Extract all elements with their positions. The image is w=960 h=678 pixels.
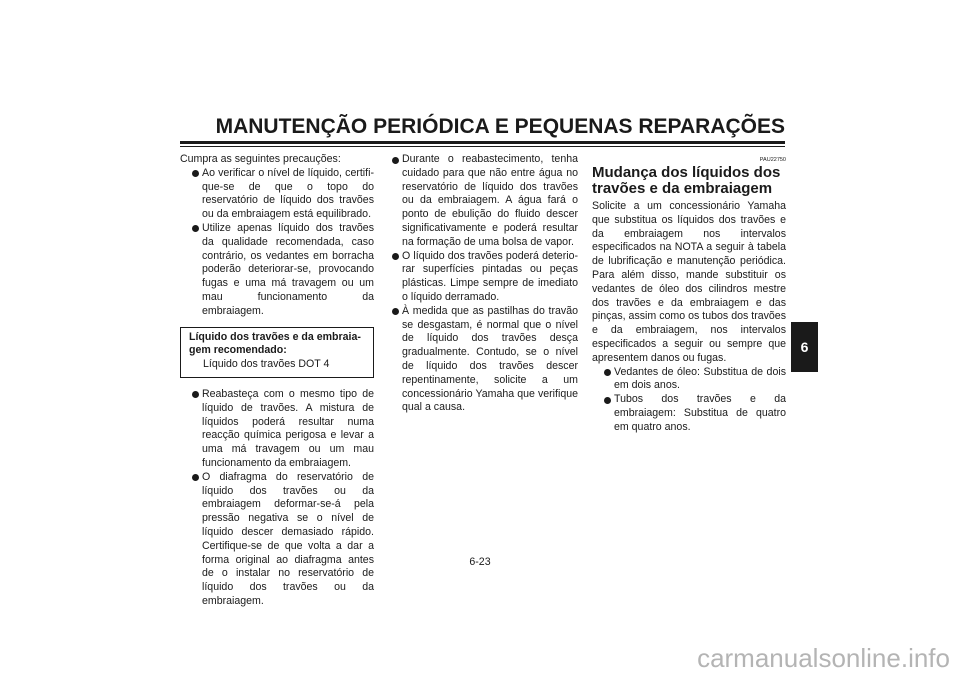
list-item [184,471,374,609]
spec-box-title: Líquido dos travões e da embraiagem recomendado: [189,330,361,357]
list-item [184,388,374,471]
bullet-icon [604,397,611,404]
bullet-icon [392,253,399,260]
list-item [596,366,786,394]
list-item-text: À medida que as pastilhas do travão se desgastam, é normal que o nível de líquido dos travões desça gradualmente. Contudo, se o nível de líquido dos travões descer repentinamente, solicite a um concessionário Yamaha que verifique qual a causa. [402,304,578,414]
page-number: 6-23 [469,556,491,568]
column-middle [384,153,578,415]
list-item-text: Ao verificar o nível de líquido, certifique-se de que o topo do reservatório de líquido dos travões ou da embraiagem está equilibrado. [202,166,374,221]
chapter-tab: 6 [791,322,818,372]
list-item-text: Tubos dos travões e da embraiagem: Substitua de quatro em quatro anos. [614,393,786,433]
column-right [592,153,786,435]
recommended-fluid-box [180,327,374,378]
title-rule-thin [180,146,785,147]
list-item-text: Reabasteça com o mesmo tipo de líquido de travões. A mistura de líquidos poderá resultar numa reacção química perigosa e levar a uma má travagem ou um mau funcionamento da embraiagem. [202,387,374,469]
reference-code: PAU22750 [759,157,786,163]
list-item-text: Utilize apenas líquido dos travões da qualidade recomendada, caso contrário, os vedantes em borracha poderão deteriorar-se, provocando fugas e uma má travagem ou um mau funcionamento da embraiagem. [202,221,374,317]
spec-box-value: Líquido dos travões DOT 4 [203,358,330,371]
bullet-icon [604,369,611,376]
list-item-text: Vedantes de óleo: Substitua de dois em dois anos. [614,365,786,392]
precautions-list-middle [384,153,578,415]
list-item-text: O líquido dos travões poderá deteriorar superfícies pintadas ou peças plásticas. Limpe sempre de imediato o líquido derramado. [402,249,578,303]
watermark: carmanualsonline.info [697,643,950,673]
list-item [596,393,786,434]
list-item-text: O diafragma do reservatório de líquido dos travões ou da embraiagem deformar-se-á pela pressão negativa se o nível de líquido descer demasiado rápido. Certifique-se de que volta a dar a forma original ao diafragma antes de o instalar no reservatório de líquido dos travões ou da embraiagem. [202,470,374,607]
intro-text: Cumpra as seguintes precauções: [180,153,341,165]
precautions-list-continued [184,388,374,609]
bullet-icon [192,170,199,177]
list-item [384,250,578,305]
page-title: MANUTENÇÃO PERIÓDICA E PEQUENAS REPARAÇÕES [215,115,785,138]
section-heading: Mudança dos líquidos dos travões e da embraiagem [592,164,781,197]
list-item [384,305,578,415]
section-body: Solicite a um concessionário Yamaha que substitua os líquidos dos travões e da embraiagem nos intervalos especificados na NOTA a seguir à tabela de lubrificação e manutenção periódica. Para além disso, mande substituir os vedantes de óleo dos cilindros mestre dos travões e da embraiagem e das pinças, assim como os tubos dos travões e da embraiagem, nos intervalos especificados a seguir ou sempre que apresentem danos ou fugas. [592,200,786,364]
bullet-icon [392,308,399,315]
title-rule [180,141,785,144]
list-item [184,167,374,222]
column-left [180,153,374,609]
replacement-intervals-list [596,366,786,435]
bullet-icon [192,474,199,481]
list-item [184,222,374,319]
precautions-list [184,167,374,319]
bullet-icon [192,391,199,398]
list-item-text: Durante o reabastecimento, tenha cuidado para que não entre água no reservatório de líquido dos travões ou da embraiagem. A água fará o ponto de ebulição do fluido descer significativamente e poderá resultar na formação de uma bolsa de vapor. [402,153,578,248]
list-item [384,153,578,250]
bullet-icon [392,157,399,164]
bullet-icon [192,225,199,232]
